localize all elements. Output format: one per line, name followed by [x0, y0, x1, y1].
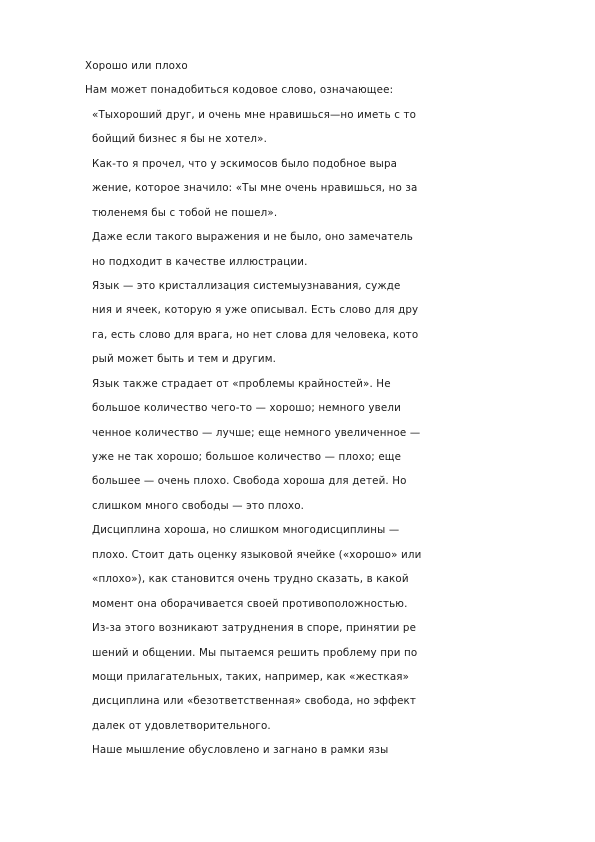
text-line: ченное количество — лучше; еще немного увеличенное —: [92, 426, 421, 439]
text-line: плохо. Стоит дать оценку языковой ячейке («хорошо» или: [92, 548, 422, 561]
text-line: но подходит в качестве иллюстрации.: [92, 255, 308, 268]
text-line: слишком много свободы — это плохо.: [92, 499, 305, 512]
intro-line: Нам может понадобиться кодовое слово, означающее:: [85, 84, 394, 97]
text-line: «плохо»), как становится очень трудно сказать, в какой: [92, 573, 409, 586]
text-line: тюленемя бы с тобой не пошел».: [92, 206, 278, 219]
text-line: «Тыхороший друг, и очень мне нравишься—но иметь с то: [92, 108, 417, 121]
text-line: мощи прилагательных, таких, например, как «жесткая»: [92, 670, 410, 683]
text-line: жение, которое значило: «Ты мне очень нравишься, но за: [92, 182, 418, 195]
text-line: далек от удовлетворительного.: [92, 719, 271, 732]
text-line: шений и общении. Мы пытаемся решить проблему при по: [92, 646, 418, 659]
document-title: Хорошо или плохо: [85, 60, 188, 72]
text-line: Наше мышление обусловлено и загнано в рамки язы: [92, 744, 389, 757]
text-line: момент она оборачивается своей противоположностью.: [92, 597, 408, 610]
text-line: большее — очень плохо. Свобода хороша для детей. Но: [92, 475, 407, 488]
text-line: Язык — это кристаллизация системыузнавания, сужде: [92, 279, 401, 292]
text-line: Даже если такого выражения и не было, оно замечатель: [92, 231, 414, 244]
text-line: бойщий бизнес я бы не хотел».: [92, 133, 268, 146]
text-line: Дисциплина хороша, но слишком многодисциплины —: [92, 524, 400, 537]
text-line: дисциплина или «безответственная» свобода, но эффект: [92, 695, 417, 708]
text-line: уже не так хорошо; большое количество — плохо; еще: [92, 451, 402, 463]
text-line: рый может быть и тем и другим.: [92, 353, 277, 366]
text-line: Из-за этого возникают затруднения в споре, принятии ре: [92, 622, 417, 635]
text-line: Язык также страдает от «проблемы крайностей». Не: [92, 377, 391, 390]
text-line: га, есть слово для врага, но нет слова для человека, кото: [92, 328, 419, 341]
text-line: большое количество чего-то — хорошо; немного увели: [92, 402, 401, 415]
text-line: ния и ячеек, которую я уже описывал. Есть слово для дру: [92, 304, 419, 317]
document-body: [85, 54, 445, 763]
text-line: Как-то я прочел, что у эскимосов было подобное выра: [92, 157, 398, 170]
